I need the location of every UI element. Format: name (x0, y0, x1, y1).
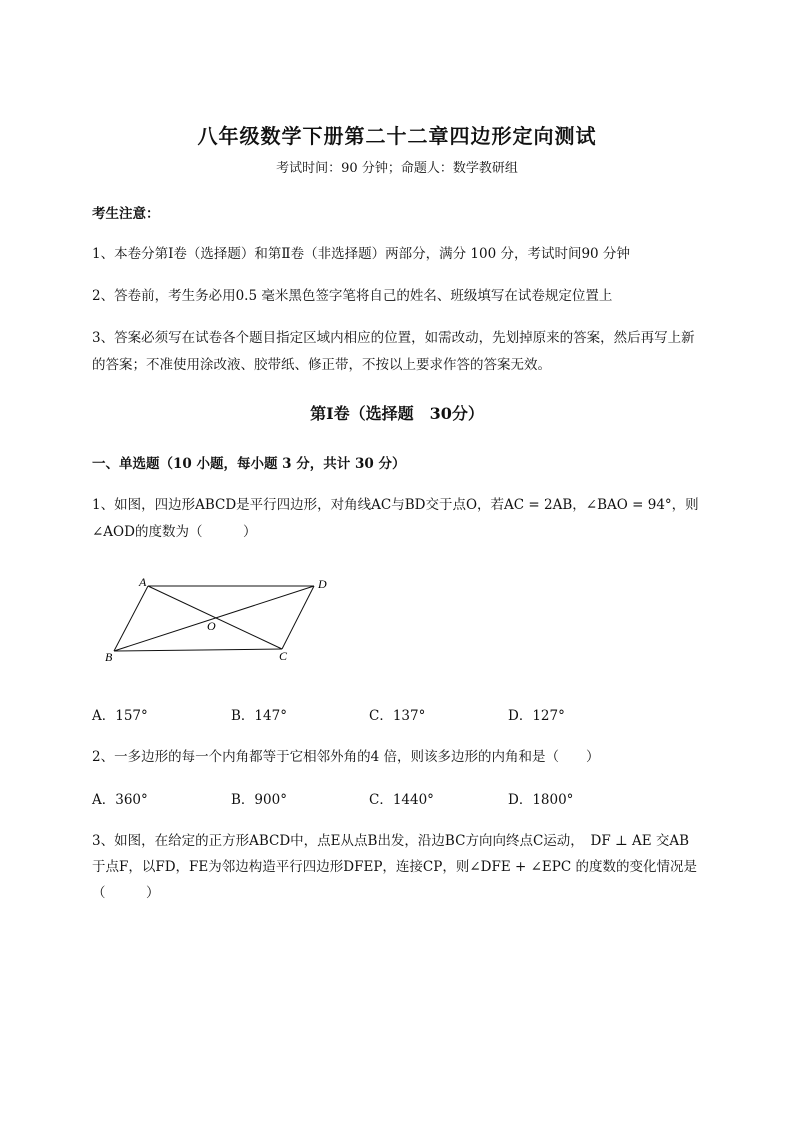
question-3-line: 于点F，以FD，FE为邻边构造平行四边形DFEP，连接CP，则∠DFE + ∠EPC 的度数的变化情况是 (92, 859, 697, 875)
page-subtitle: 考试时间：90 分钟；命题人：数学教研组 (276, 161, 518, 176)
option-c[interactable]: C．137° (369, 708, 426, 724)
option-d[interactable]: D．1800° (508, 792, 574, 808)
notice-item: 1、本卷分第Ⅰ卷（选择题）和第Ⅱ卷（非选择题）两部分，满分 100 分，考试时间90 分钟 (92, 246, 630, 262)
question-2-line: 2、一多边形的每一个内角都等于它相邻外角的4 倍，则该多边形的内角和是（ ） (92, 749, 600, 765)
page-title: 八年级数学下册第二十二章四边形定向测试 (197, 124, 597, 148)
section-title: 第Ⅰ卷（选择题 30分） (310, 404, 484, 423)
part-heading: 一、单选题（10 小题，每小题 3 分，共计 30 分） (92, 456, 406, 472)
vertex-label-d: D (318, 577, 327, 591)
edge-bc (114, 649, 282, 651)
option-c[interactable]: C．1440° (369, 792, 434, 808)
notice-item: 3、答案必须写在试卷各个题目指定区域内相应的位置，如需改动，先划掉原来的答案，然后再写上新 (92, 330, 695, 346)
option-d[interactable]: D．127° (508, 708, 565, 724)
notice-item: 的答案；不准使用涂改液、胶带纸、修正带，不按以上要求作答的答案无效。 (92, 357, 551, 373)
diagonal-ac (148, 586, 282, 649)
question-3-line: 3、如图，在给定的正方形ABCD中，点E从点B出发，沿边BC方向向终点C运动， DF ⊥ AE 交AB (92, 833, 690, 849)
option-b[interactable]: B．147° (231, 708, 287, 724)
question-1-line: ∠AOD的度数为（ ） (92, 524, 257, 540)
point-label-o: O (207, 619, 216, 633)
edge-cd (282, 586, 314, 649)
question-1-line: 1、如图，四边形ABCD是平行四边形，对角线AC与BD交于点O，若AC = 2AB，∠BAO = 94°，则 (92, 497, 699, 513)
vertex-label-a: A (139, 575, 147, 589)
question-3-line: （ ） (92, 885, 160, 901)
parallelogram-figure (100, 572, 340, 667)
vertex-label-c: C (279, 649, 288, 663)
notice-heading: 考生注意： (92, 206, 160, 222)
vertex-label-b: B (105, 650, 113, 664)
option-a[interactable]: A．360° (92, 792, 148, 808)
option-b[interactable]: B．900° (231, 792, 287, 808)
notice-item: 2、答卷前，考生务必用0.5 毫米黑色签字笔将自己的姓名、班级填写在试卷规定位置上 (92, 288, 613, 304)
option-a[interactable]: A．157° (92, 708, 148, 724)
